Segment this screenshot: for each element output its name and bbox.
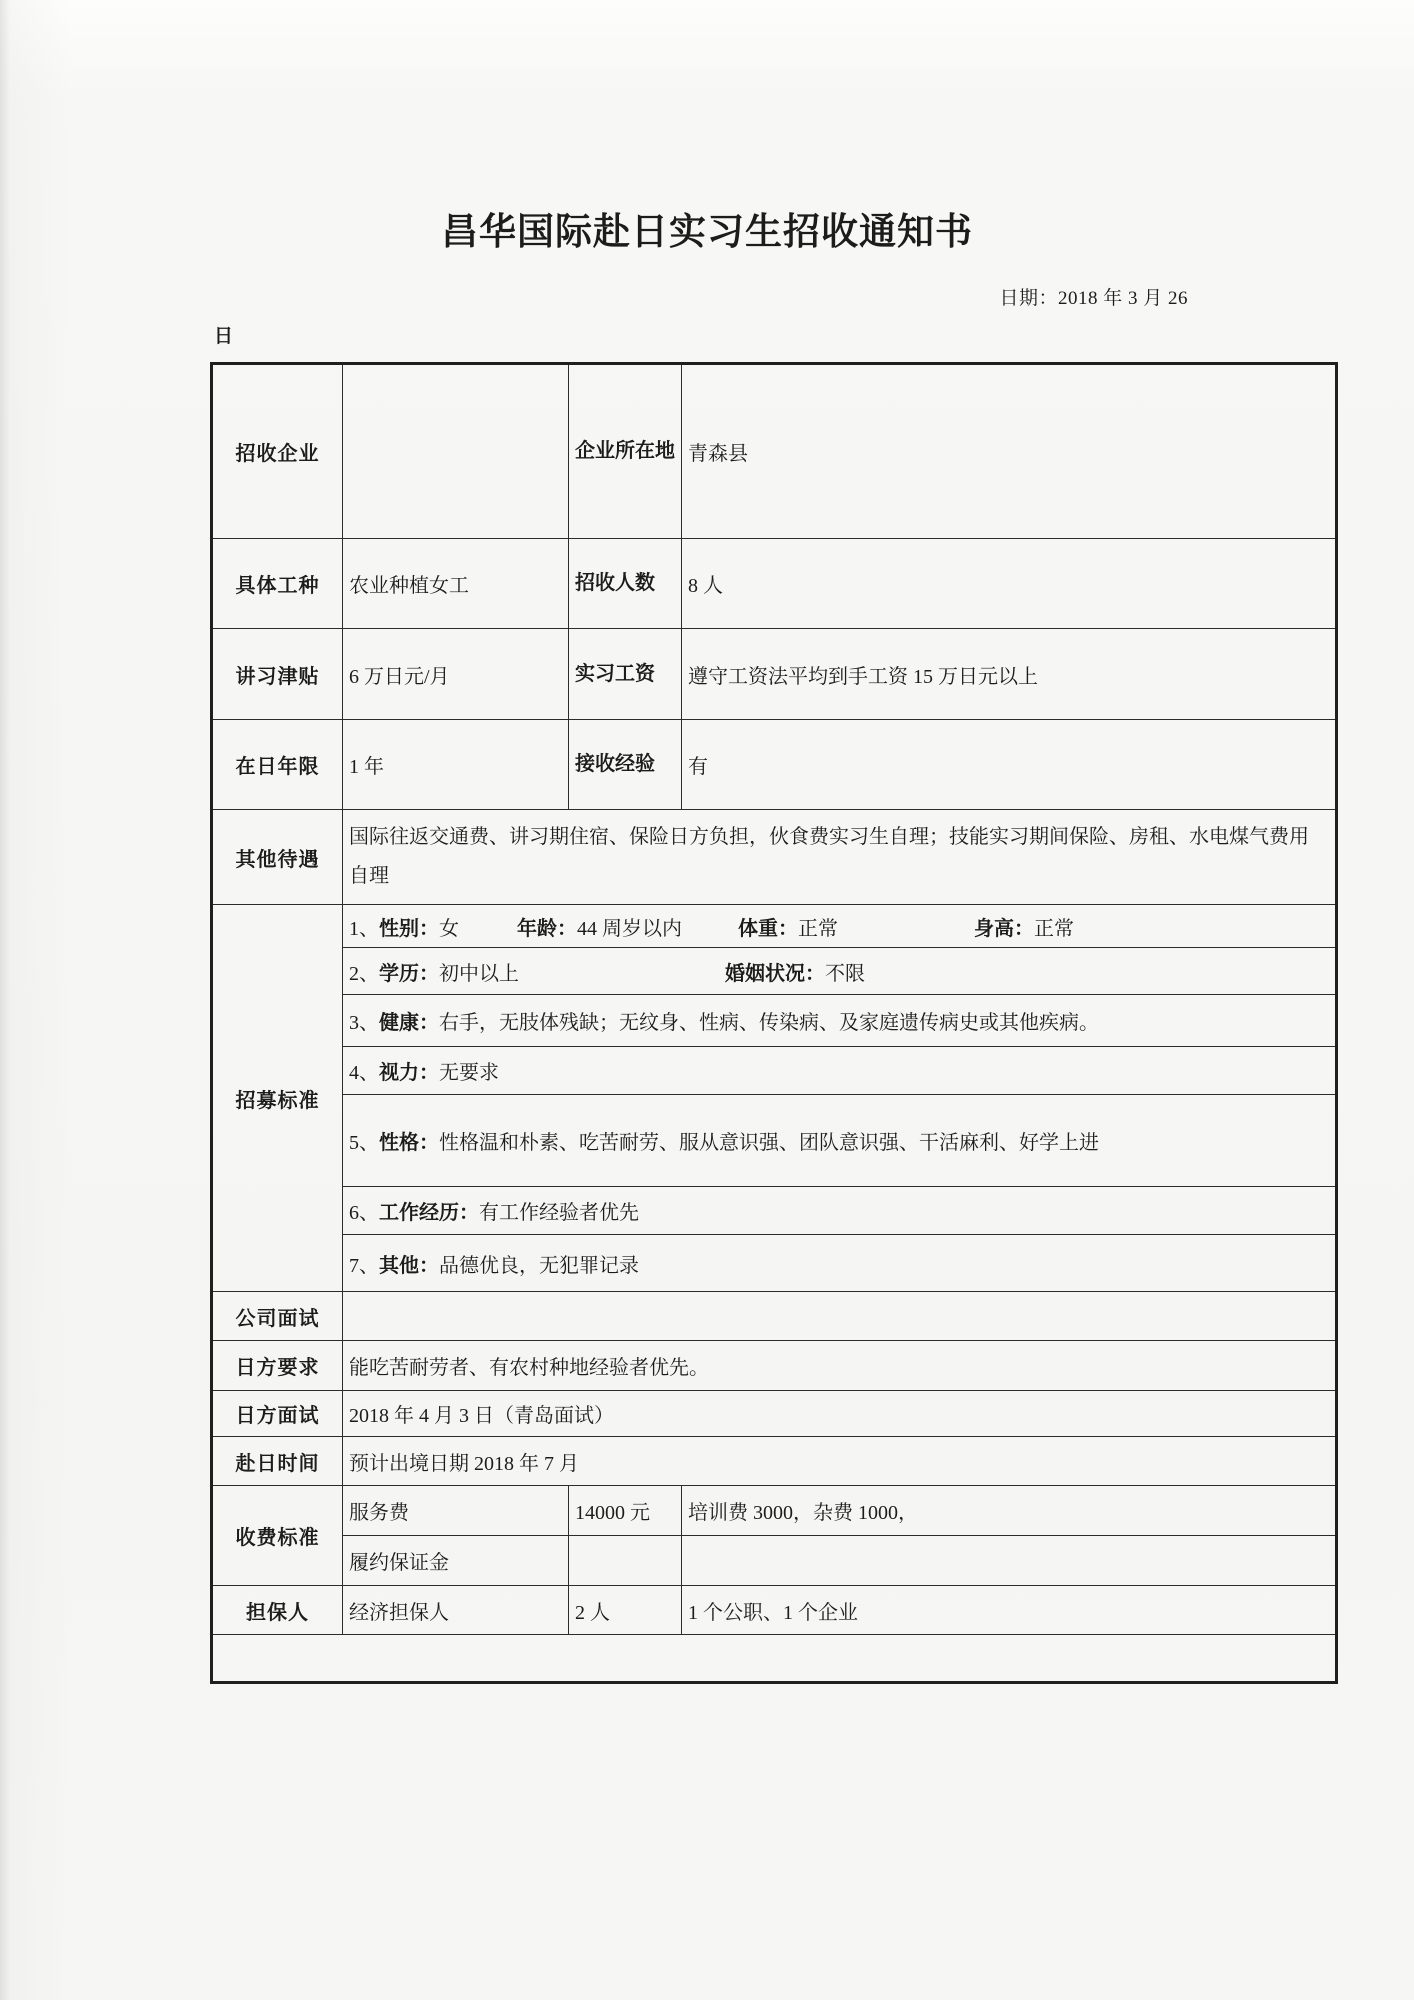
label-headcount: 招收人数 <box>569 539 682 629</box>
criteria-item-3 <box>343 995 1337 1047</box>
criteria-number: 6、 <box>349 1202 379 1224</box>
label-internship-wage: 实习工资 <box>569 629 682 720</box>
value-job-type: 农业种植女工 <box>343 539 569 629</box>
label-japanese-interview: 日方面试 <box>212 1391 343 1437</box>
label-recruitment-criteria: 招募标准 <box>212 905 343 1292</box>
fee-amount-deposit <box>569 1536 682 1586</box>
criteria-item-7 <box>343 1235 1337 1292</box>
row-job-type <box>212 539 1337 629</box>
value-departure-time: 预计出境日期 2018 年 7 月 <box>343 1437 1337 1486</box>
criteria-item-6 <box>343 1187 1337 1235</box>
row-company-interview <box>212 1292 1337 1341</box>
criteria-pair: 性别：女 <box>379 917 459 940</box>
value-company-location: 青森县 <box>682 364 1337 539</box>
label-other-benefits: 其他待遇 <box>212 810 343 905</box>
row-criteria-6 <box>212 1187 1337 1235</box>
guarantor-note: 1 个公职、1 个企业 <box>682 1586 1337 1635</box>
row-criteria-1 <box>212 905 1337 948</box>
criteria-pair: 体重：正常 <box>738 917 838 940</box>
row-criteria-7 <box>212 1235 1337 1292</box>
value-company-interview <box>343 1292 1337 1341</box>
row-criteria-3 <box>212 995 1337 1047</box>
criteria-item-2 <box>343 948 1337 995</box>
label-training-allowance: 讲习津贴 <box>212 629 343 720</box>
value-japanese-interview: 2018 年 4 月 3 日（青岛面试） <box>343 1391 1337 1437</box>
criteria-pair: 婚姻状况：不限 <box>725 962 865 985</box>
criteria-number: 1、 <box>349 917 379 940</box>
document-title: 昌华国际赴日实习生招收通知书 <box>441 212 973 253</box>
value-years-in-japan: 1 年 <box>343 720 569 810</box>
row-guarantor <box>212 1586 1337 1635</box>
criteria-number: 5、 <box>349 1132 379 1154</box>
fee-name-deposit: 履约保证金 <box>343 1536 569 1586</box>
criteria-pair: 视力：无要求 <box>379 1062 499 1084</box>
value-headcount: 8 人 <box>682 539 1337 629</box>
label-company-interview: 公司面试 <box>212 1292 343 1341</box>
fee-note-deposit <box>682 1536 1337 1586</box>
value-japanese-requirements: 能吃苦耐劳者、有农村种地经验者优先。 <box>343 1341 1337 1391</box>
row-other-benefits <box>212 810 1337 905</box>
value-recruiting-company <box>343 364 569 539</box>
row-years-in-japan <box>212 720 1337 810</box>
row-japanese-interview <box>212 1391 1337 1437</box>
fee-note-service: 培训费 3000，杂费 1000， <box>682 1486 1337 1536</box>
criteria-item-1 <box>343 905 1337 948</box>
label-years-in-japan: 在日年限 <box>212 720 343 810</box>
fee-amount-service: 14000 元 <box>569 1486 682 1536</box>
date-line: 日期：2018 年 3 月 26 <box>999 288 1188 309</box>
guarantor-count: 2 人 <box>569 1586 682 1635</box>
guarantor-name: 经济担保人 <box>343 1586 569 1635</box>
value-other-benefits: 国际往返交通费、讲习期住宿、保险日方负担，伙食费实习生自理；技能实习期间保险、房租、水电煤气费用自理 <box>343 810 1337 905</box>
empty-bottom-cell <box>212 1635 1337 1683</box>
row-japanese-requirements <box>212 1341 1337 1391</box>
recruitment-form-table <box>210 362 1338 1684</box>
label-accepting-experience: 接收经验 <box>569 720 682 810</box>
criteria-item-4 <box>343 1047 1337 1095</box>
fee-name-service: 服务费 <box>343 1486 569 1536</box>
row-criteria-2 <box>212 948 1337 995</box>
value-training-allowance: 6 万日元/月 <box>343 629 569 720</box>
criteria-pair: 健康：右手，无肢体残缺；无纹身、性病、传染病、及家庭遗传病史或其他疾病。 <box>379 1012 1099 1034</box>
label-job-type: 具体工种 <box>212 539 343 629</box>
row-fees-service <box>212 1486 1337 1536</box>
criteria-pair: 学历：初中以上 <box>379 962 519 985</box>
criteria-pair: 年龄：44 周岁以内 <box>517 917 682 940</box>
label-fee-standard: 收费标准 <box>212 1486 343 1586</box>
date-line-wrapped-character: 日 <box>214 326 234 347</box>
row-empty-bottom <box>212 1635 1337 1683</box>
value-accepting-experience: 有 <box>682 720 1337 810</box>
label-recruiting-company: 招收企业 <box>212 364 343 539</box>
criteria-pair: 其他：品德优良，无犯罪记录 <box>379 1254 639 1277</box>
row-criteria-5 <box>212 1095 1337 1187</box>
label-guarantor: 担保人 <box>212 1586 343 1635</box>
criteria-item-5 <box>343 1095 1337 1187</box>
value-internship-wage: 遵守工资法平均到手工资 15 万日元以上 <box>682 629 1337 720</box>
criteria-number: 4、 <box>349 1062 379 1084</box>
row-departure-time <box>212 1437 1337 1486</box>
criteria-pair: 工作经历：有工作经验者优先 <box>379 1202 639 1224</box>
criteria-number: 2、 <box>349 962 379 985</box>
label-company-location: 企业所在地 <box>569 364 682 539</box>
criteria-pair: 性格：性格温和朴素、吃苦耐劳、服从意识强、团队意识强、干活麻利、好学上进 <box>379 1132 1099 1154</box>
criteria-number: 7、 <box>349 1254 379 1277</box>
criteria-number: 3、 <box>349 1012 379 1034</box>
criteria-pair: 身高：正常 <box>974 917 1074 940</box>
label-departure-time: 赴日时间 <box>212 1437 343 1486</box>
row-training-allowance <box>212 629 1337 720</box>
label-japanese-requirements: 日方要求 <box>212 1341 343 1391</box>
row-fees-deposit <box>212 1536 1337 1586</box>
row-recruiting-company <box>212 364 1337 539</box>
row-criteria-4 <box>212 1047 1337 1095</box>
